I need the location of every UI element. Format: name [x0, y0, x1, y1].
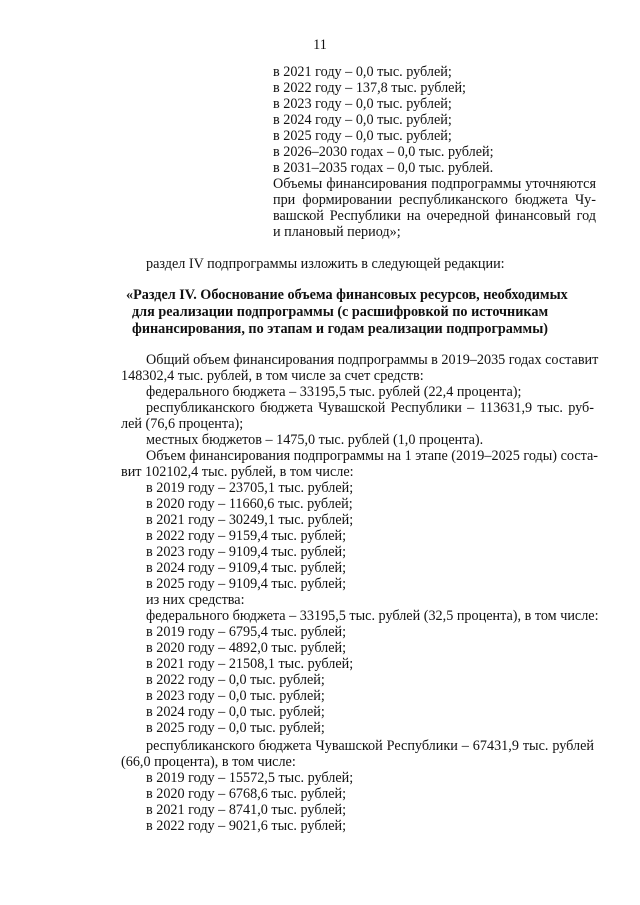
- paragraph-line: Общий объем финансирования подпрограммы в 2019–2035 годах составит: [146, 352, 599, 368]
- page-number: 11: [313, 37, 327, 53]
- funding-year-item: в 2025 году – 0,0 тыс. рублей;: [273, 128, 452, 144]
- stage1-year-item: в 2020 году – 11660,6 тыс. рублей;: [146, 496, 353, 512]
- republic-total-line: республиканского бюджета Чувашской Республики – 113631,9 тыс. руб-: [146, 400, 594, 416]
- republic-year-item: в 2020 году – 6768,6 тыс. рублей;: [146, 786, 347, 802]
- funding-year-item: в 2026–2030 годах – 0,0 тыс. рублей;: [273, 144, 494, 160]
- federal-year-item: в 2021 году – 21508,1 тыс. рублей;: [146, 656, 354, 672]
- funding-note-line: при формировании республиканского бюджета Чу-: [273, 192, 596, 208]
- stage1-year-item: в 2021 году – 30249,1 тыс. рублей;: [146, 512, 354, 528]
- stage1-year-item: в 2024 году – 9109,4 тыс. рублей;: [146, 560, 347, 576]
- local-total-line: местных бюджетов – 1475,0 тыс. рублей (1,0 процента).: [146, 432, 484, 448]
- section-heading-line: финансирования, по этапам и годам реализации подпрограммы): [132, 321, 549, 337]
- funding-note-line: вашской Республики на очередной финансовый год: [273, 208, 596, 224]
- instruction-text: раздел IV подпрограммы изложить в следующей редакции:: [146, 256, 505, 272]
- funding-note-line: Объемы финансирования подпрограммы уточняются: [273, 176, 596, 192]
- federal-year-item: в 2024 году – 0,0 тыс. рублей;: [146, 704, 325, 720]
- federal-total-line: федерального бюджета – 33195,5 тыс. рублей (22,4 процента);: [146, 384, 522, 400]
- republic-stage-line: республиканского бюджета Чувашской Республики – 67431,9 тыс. рублей: [146, 738, 594, 754]
- funding-year-item: в 2022 году – 137,8 тыс. рублей;: [273, 80, 466, 96]
- section-heading-line: «Раздел IV. Обоснование объема финансовых ресурсов, необходимых: [126, 287, 568, 303]
- section-heading-line: для реализации подпрограммы (с расшифровкой по источникам: [132, 304, 549, 320]
- federal-year-item: в 2019 году – 6795,4 тыс. рублей;: [146, 624, 347, 640]
- republic-year-item: в 2019 году – 15572,5 тыс. рублей;: [146, 770, 354, 786]
- funding-year-item: в 2031–2035 годах – 0,0 тыс. рублей.: [273, 160, 494, 176]
- funding-year-item: в 2021 году – 0,0 тыс. рублей;: [273, 64, 452, 80]
- stage1-line: Объем финансирования подпрограммы на 1 этапе (2019–2025 годы) соста-: [146, 448, 599, 464]
- funding-year-item: в 2024 году – 0,0 тыс. рублей;: [273, 112, 452, 128]
- federal-year-item: в 2020 году – 4892,0 тыс. рублей;: [146, 640, 347, 656]
- funding-note-line: и плановый период»;: [273, 224, 401, 240]
- republic-stage-line: (66,0 процента), в том числе:: [121, 754, 296, 770]
- stage1-year-item: в 2023 году – 9109,4 тыс. рублей;: [146, 544, 347, 560]
- republic-total-line: лей (76,6 процента);: [121, 416, 244, 432]
- republic-year-item: в 2021 году – 8741,0 тыс. рублей;: [146, 802, 347, 818]
- federal-year-item: в 2025 году – 0,0 тыс. рублей;: [146, 720, 325, 736]
- federal-year-item: в 2022 году – 0,0 тыс. рублей;: [146, 672, 325, 688]
- stage1-year-item: в 2022 году – 9159,4 тыс. рублей;: [146, 528, 347, 544]
- paragraph-line: 148302,4 тыс. рублей, в том числе за счет средств:: [121, 368, 424, 384]
- stage1-year-item: в 2025 году – 9109,4 тыс. рублей;: [146, 576, 347, 592]
- republic-year-item: в 2022 году – 9021,6 тыс. рублей;: [146, 818, 347, 834]
- funding-year-item: в 2023 году – 0,0 тыс. рублей;: [273, 96, 452, 112]
- federal-stage-line: федерального бюджета – 33195,5 тыс. рублей (32,5 процента), в том числе:: [146, 608, 599, 624]
- of-which-line: из них средства:: [146, 592, 245, 608]
- federal-year-item: в 2023 году – 0,0 тыс. рублей;: [146, 688, 325, 704]
- stage1-year-item: в 2019 году – 23705,1 тыс. рублей;: [146, 480, 354, 496]
- stage1-line: вит 102102,4 тыс. рублей, в том числе:: [121, 464, 354, 480]
